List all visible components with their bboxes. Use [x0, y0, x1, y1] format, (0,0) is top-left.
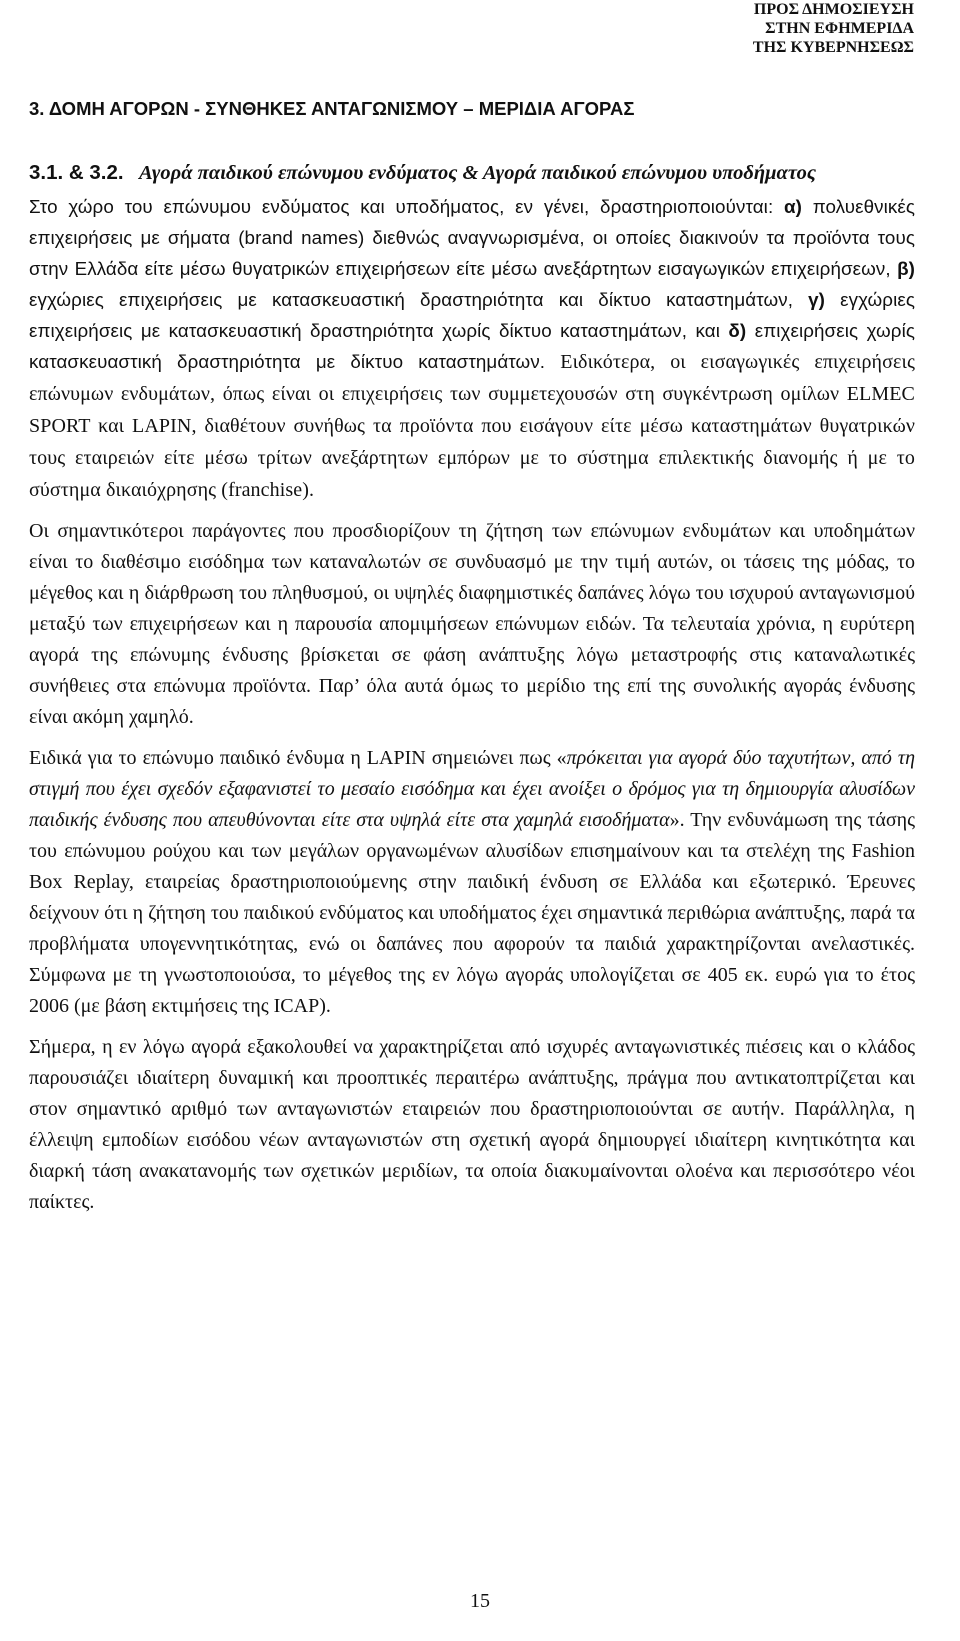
text-span: Ειδικά για το επώνυμο παιδικό ένδυμα η LAPIN σημειώνει πως « — [29, 747, 567, 769]
text-span: εγχώριες επιχειρήσεις με κατασκευαστική δραστηριότητα και δίκτυο καταστημάτων, — [29, 289, 794, 310]
section-heading: 3. ΔΟΜΗ ΑΓΟΡΩΝ - ΣΥΝΘΗΚΕΣ ΑΝΤΑΓΩΝΙΣΜΟΥ – ΜΕΡΙΔΙΑ ΑΓΟΡΑΣ — [29, 98, 635, 119]
text-span: επιχειρήσεις χωρίς κατασκευαστική δραστηριότητα με δίκτυο καταστημάτων. — [29, 320, 915, 372]
paragraph-children-apparel — [29, 743, 915, 1022]
paragraph-demand-factors: Οι σημαντικότεροι παράγοντες που προσδιορίζουν τη ζήτηση των επώνυμων ενδυμάτων και υποδημάτων είναι το διαθέσιμο εισόδημα των καταναλωτών σε συνδυασμό με την τιμή αυτών, οι τάσεις της μόδας, το μέγεθος και η διάρθρωση του πληθυσμού, οι υψηλές διαφημιστικές δαπάνες λόγω του ισχυρού ανταγωνισμού μεταξύ των επιχειρήσεων και η παρουσία απομιμήσεων επώνυμων ειδών. Τα τελευταία χρόνια, η ευρύτερη αγορά της επώνυμης ένδυσης βρίσκεται σε φάση ανάπτυξης λόγω μεταστροφής στις καταναλωτικές συνήθειες στα επώνυμα προϊόντα. Παρ’ όλα αυτά όμως το μερίδιο της επί της συνολικής αγοράς ένδυσης είναι ακόμη χαμηλό. — [29, 520, 915, 728]
text-span: Ειδικότερα, οι εισαγωγικές επιχειρήσεις επώνυμων ενδυμάτων, όπως είναι οι επιχειρήσεις των συμμετεχουσών στη συγκέντρωση ομίλων ELMEC SPORT και LAPIN, διαθέτουν συνήθως τα προϊόντα που εισάγουν είτε μέσω καταστημάτων θυγατρικών τους εταιρειών είτε μέσω τρίτων ανεξάρτητων εμπόρων με το σύστημα επιλεκτικής διανομής ή με το σύστημα δικαιόχρησης (franchise). — [29, 351, 915, 501]
text-span: πολυεθνικές επιχειρήσεις με σήματα (brand names) διεθνώς αναγνωρισμένα, οι οποίες διακινούν τα προϊόντα τους στην Ελλάδα είτε μέσω θυγατρικών επιχειρήσεων είτε μέσω ανεξάρτητων εισαγωγικών επιχειρήσεων, — [29, 196, 915, 279]
document-body — [29, 158, 915, 1218]
paragraph-competition: Σήμερα, η εν λόγω αγορά εξακολουθεί να χαρακτηρίζεται από ισχυρές ανταγωνιστικές πιέσεις και ο κλάδος παρουσιάζει ιδιαίτερη δυναμική και προοπτικές περαιτέρω ανάπτυξης, πράγμα που αντικατοπτρίζεται και στον σημαντικό αριθμό των ανταγωνιστών εταιρειών που δραστηριοποιούνται σε αυτήν. Παράλληλα, η έλλειψη εμποδίων εισόδου νέων ανταγωνιστών στη σχετική αγορά δημιουργεί ιδιαίτερη κινητικότητα και διαρκή τάση ανακατανομής των σχετικών μεριδίων, τα οποία διακυμαίνονται ολοένα και περισσότερο νέοι παίκτες. — [29, 1036, 915, 1213]
stamp-line: ΤΗΣ ΚΥΒΕΡΝΗΣΕΩΣ — [752, 39, 914, 56]
subsection-number: 3.1. & 3.2. — [29, 161, 124, 184]
stamp-line: ΣΤΗΝ ΕΦΗΜΕΡΙΔΑ — [765, 20, 914, 37]
list-marker: β) — [897, 258, 915, 279]
text-span: ». Την ενδυνάμωση της τάσης του επώνυμου ρούχου και των μεγάλων οργανωμένων αλυσίδων επισημαίνουν και τα στελέχη της Fashion Box Replay, εταιρείας δραστηριοποιούμενης στην παιδική ένδυση σε Ελλάδα και εξωτερικό. Έρευνες δείχνουν ότι η ζήτηση του παιδικού ενδύματος και υποδήματος έχει σημαντικά περιθώρια ανάπτυξης, παρά τα προβλήματα υπογεννητικότητας, ενώ οι δαπάνες που αφορούν τα παιδιά χαρακτηρίζονται ανελαστικές. Σύμφωνα με τη γνωστοποιούσα, το μέγεθος της εν λόγω αγοράς υπολογίζεται σε 405 εκ. ευρώ για το έτος 2006 (με βάση εκτιμήσεις της ICAP). — [29, 809, 915, 1017]
page-number: 15 — [470, 1590, 490, 1612]
list-marker: δ) — [728, 320, 747, 341]
text-span: Στο χώρο του επώνυμου ενδύματος και υποδήματος, εν γένει, δραστηριοποιούνται: — [29, 196, 774, 217]
list-marker: γ) — [808, 289, 826, 310]
text-span: εγχώριες επιχειρήσεις με κατασκευαστική δραστηριότητα χωρίς δίκτυο καταστημάτων, και — [29, 289, 915, 341]
subsection-heading — [29, 158, 915, 188]
stamp-line: ΠΡΟΣ ΔΗΜΟΣΙΕΥΣΗ — [753, 1, 914, 18]
subsection-title: Αγορά παιδικού επώνυμου ενδύματος & Αγορά παιδικού επώνυμου υποδήματος — [138, 162, 817, 184]
quoted-text: πρόκειται για αγορά δύο ταχυτήτων, από τη στιγμή που έχει σχεδόν εξαφανιστεί το μεσαίο εισόδημα και έχει ανοίξει ο δρόμος για τη δημιουργία αλυσίδων παιδικής ένδυσης που απευθύνονται είτε στα υψηλά είτε στα χαμηλά εισοδήματα — [29, 747, 915, 831]
publication-stamp — [753, 0, 914, 57]
paragraph-market-players — [29, 191, 915, 506]
list-marker: α) — [783, 196, 802, 217]
